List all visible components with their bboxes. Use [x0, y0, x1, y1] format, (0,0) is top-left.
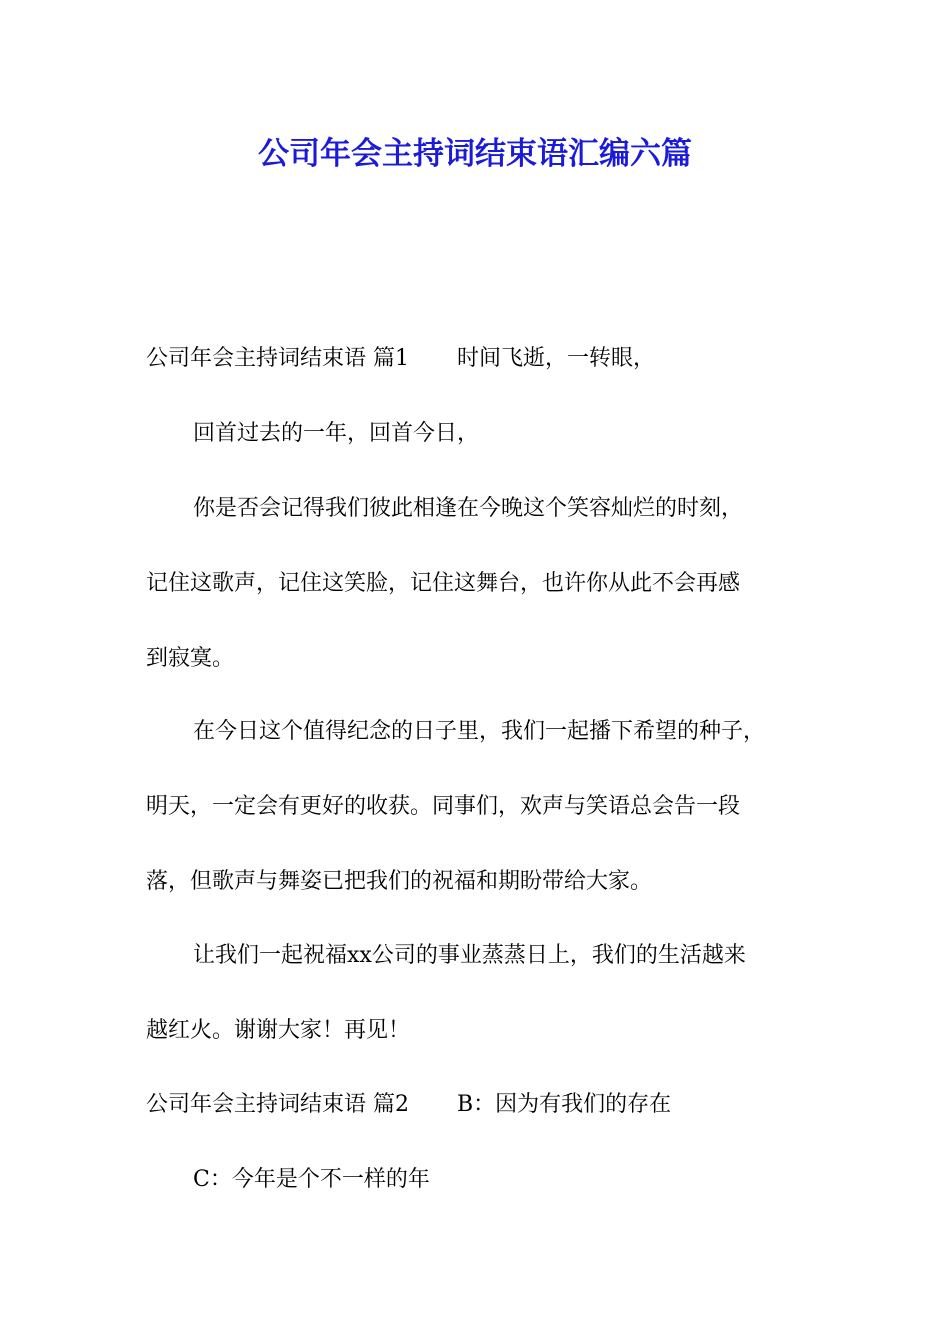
section-heading: 公司年会主持词结束语 篇1	[146, 346, 409, 371]
paragraph-line: 到寂寞。	[146, 646, 235, 671]
paragraph-line: 记住这歌声，记住这笑脸，记住这舞台，也许你从此不会再感	[146, 571, 741, 596]
paragraph-line: 在今日这个值得纪念的日子里，我们一起播下希望的种子，	[193, 719, 766, 744]
paragraph-line: 你是否会记得我们彼此相逢在今晚这个笑容灿烂的时刻，	[193, 496, 744, 521]
section-2-heading-line	[146, 1090, 671, 1120]
paragraph-line: 越红火。谢谢大家！再见！	[146, 1018, 411, 1043]
document-title: 公司年会主持词结束语汇编六篇	[258, 136, 692, 172]
section-first-line: 时间飞逝，一转眼，	[457, 346, 656, 371]
section-first-line: B：因为有我们的存在	[457, 1092, 672, 1117]
paragraph-line: C：今年是个不一样的年	[193, 1167, 430, 1192]
paragraph-line: 落，但歌声与舞姿已把我们的祝福和期盼带给大家。	[146, 869, 653, 894]
paragraph-line: 明天，一定会有更好的收获。同事们，欢声与笑语总会告一段	[146, 794, 741, 819]
paragraph-line: 让我们一起祝福xx公司的事业蒸蒸日上，我们的生活越来	[193, 943, 746, 968]
paragraph-line: 回首过去的一年，回首今日，	[193, 421, 480, 446]
section-heading: 公司年会主持词结束语 篇2	[146, 1092, 409, 1117]
section-1-heading-line	[146, 344, 655, 374]
